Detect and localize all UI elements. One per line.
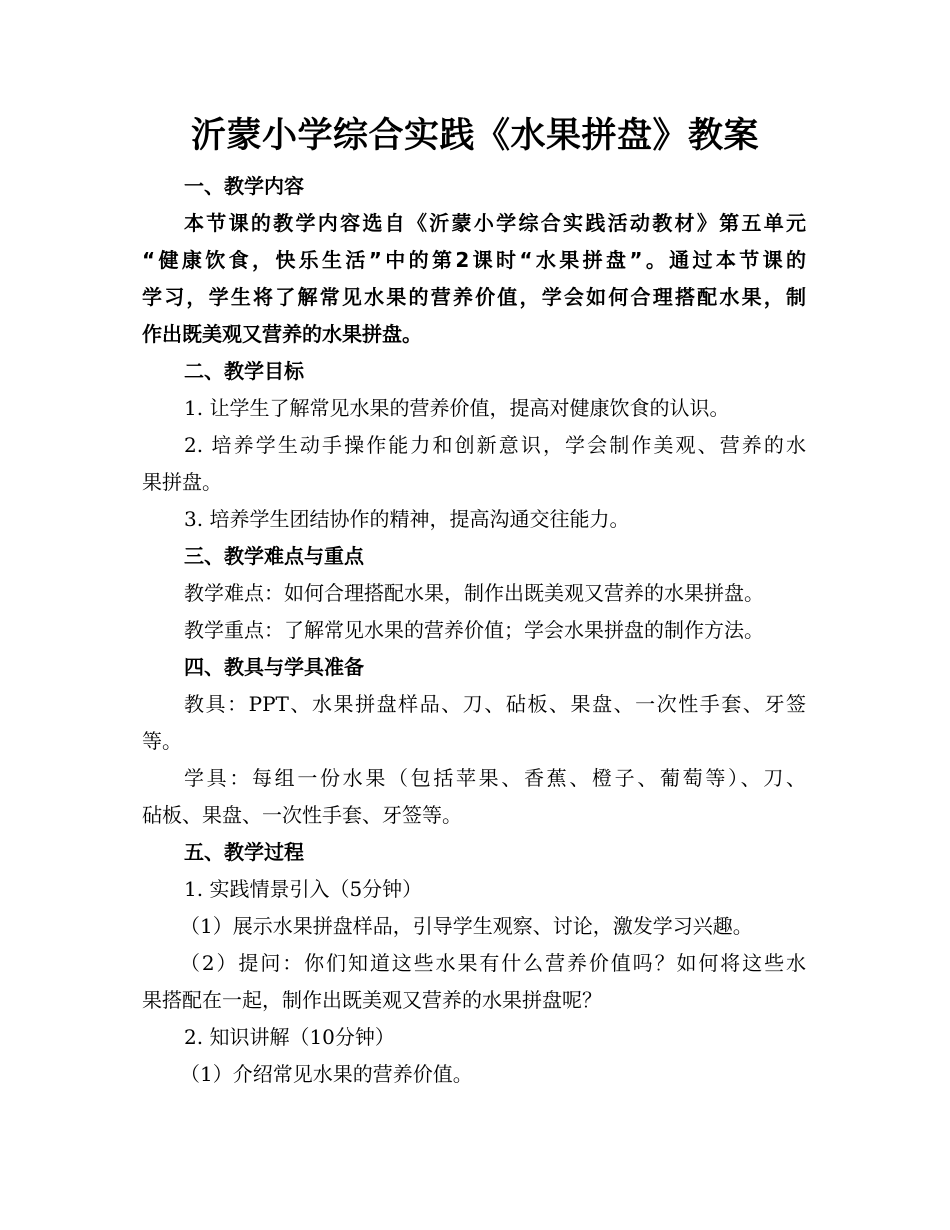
section-heading: 五、教学过程 bbox=[184, 840, 304, 864]
list-item: （1）介绍常见水果的营养价值。 bbox=[180, 1062, 473, 1086]
list-item: 1. 实践情景引入（5分钟） bbox=[184, 877, 423, 901]
paragraph-line: 教学重点：了解常见水果的营养价值；学会水果拼盘的制作方法。 bbox=[184, 618, 764, 642]
paragraph-line: 作出既美观又营养的水果拼盘。 bbox=[142, 322, 422, 346]
section-heading: 四、教具与学具准备 bbox=[184, 655, 364, 679]
section-heading: 一、教学内容 bbox=[184, 174, 304, 198]
list-item: （1）展示水果拼盘样品，引导学生观察、讨论，激发学习兴趣。 bbox=[180, 914, 753, 938]
list-item: 2. 知识讲解（10分钟） bbox=[184, 1025, 395, 1049]
paragraph-line: 教学难点：如何合理搭配水果，制作出既美观又营养的水果拼盘。 bbox=[184, 581, 764, 605]
list-item-continuation: 果拼盘。 bbox=[142, 470, 222, 494]
paragraph-line: “健康饮食，快乐生活”中的第2课时“水果拼盘”。通过本节课的 bbox=[142, 248, 806, 272]
list-item: 1. 让学生了解常见水果的营养价值，提高对健康饮食的认识。 bbox=[184, 396, 730, 420]
list-item-continuation: 果搭配在一起，制作出既美观又营养的水果拼盘呢？ bbox=[142, 988, 602, 1012]
paragraph-line: 等。 bbox=[142, 729, 182, 753]
list-item: 2. 培养学生动手操作能力和创新意识，学会制作美观、营养的水 bbox=[184, 433, 806, 457]
paragraph-line: 学习，学生将了解常见水果的营养价值，学会如何合理搭配水果，制 bbox=[142, 285, 806, 309]
list-item: 3. 培养学生团结协作的精神，提高沟通交往能力。 bbox=[184, 507, 630, 531]
paragraph-line: 砧板、果盘、一次性手套、牙签等。 bbox=[142, 803, 462, 827]
list-item: （2）提问：你们知道这些水果有什么营养价值吗？如何将这些水 bbox=[180, 951, 806, 975]
paragraph-line: 本节课的教学内容选自《沂蒙小学综合实践活动教材》第五单元 bbox=[184, 211, 806, 235]
section-heading: 二、教学目标 bbox=[184, 359, 304, 383]
document-title: 沂蒙小学综合实践《水果拼盘》教案 bbox=[190, 116, 759, 156]
section-heading: 三、教学难点与重点 bbox=[184, 544, 364, 568]
paragraph-line: 学具：每组一份水果（包括苹果、香蕉、橙子、葡萄等）、刀、 bbox=[184, 766, 806, 790]
paragraph-line: 教具：PPT、水果拼盘样品、刀、砧板、果盘、一次性手套、牙签 bbox=[184, 692, 806, 716]
